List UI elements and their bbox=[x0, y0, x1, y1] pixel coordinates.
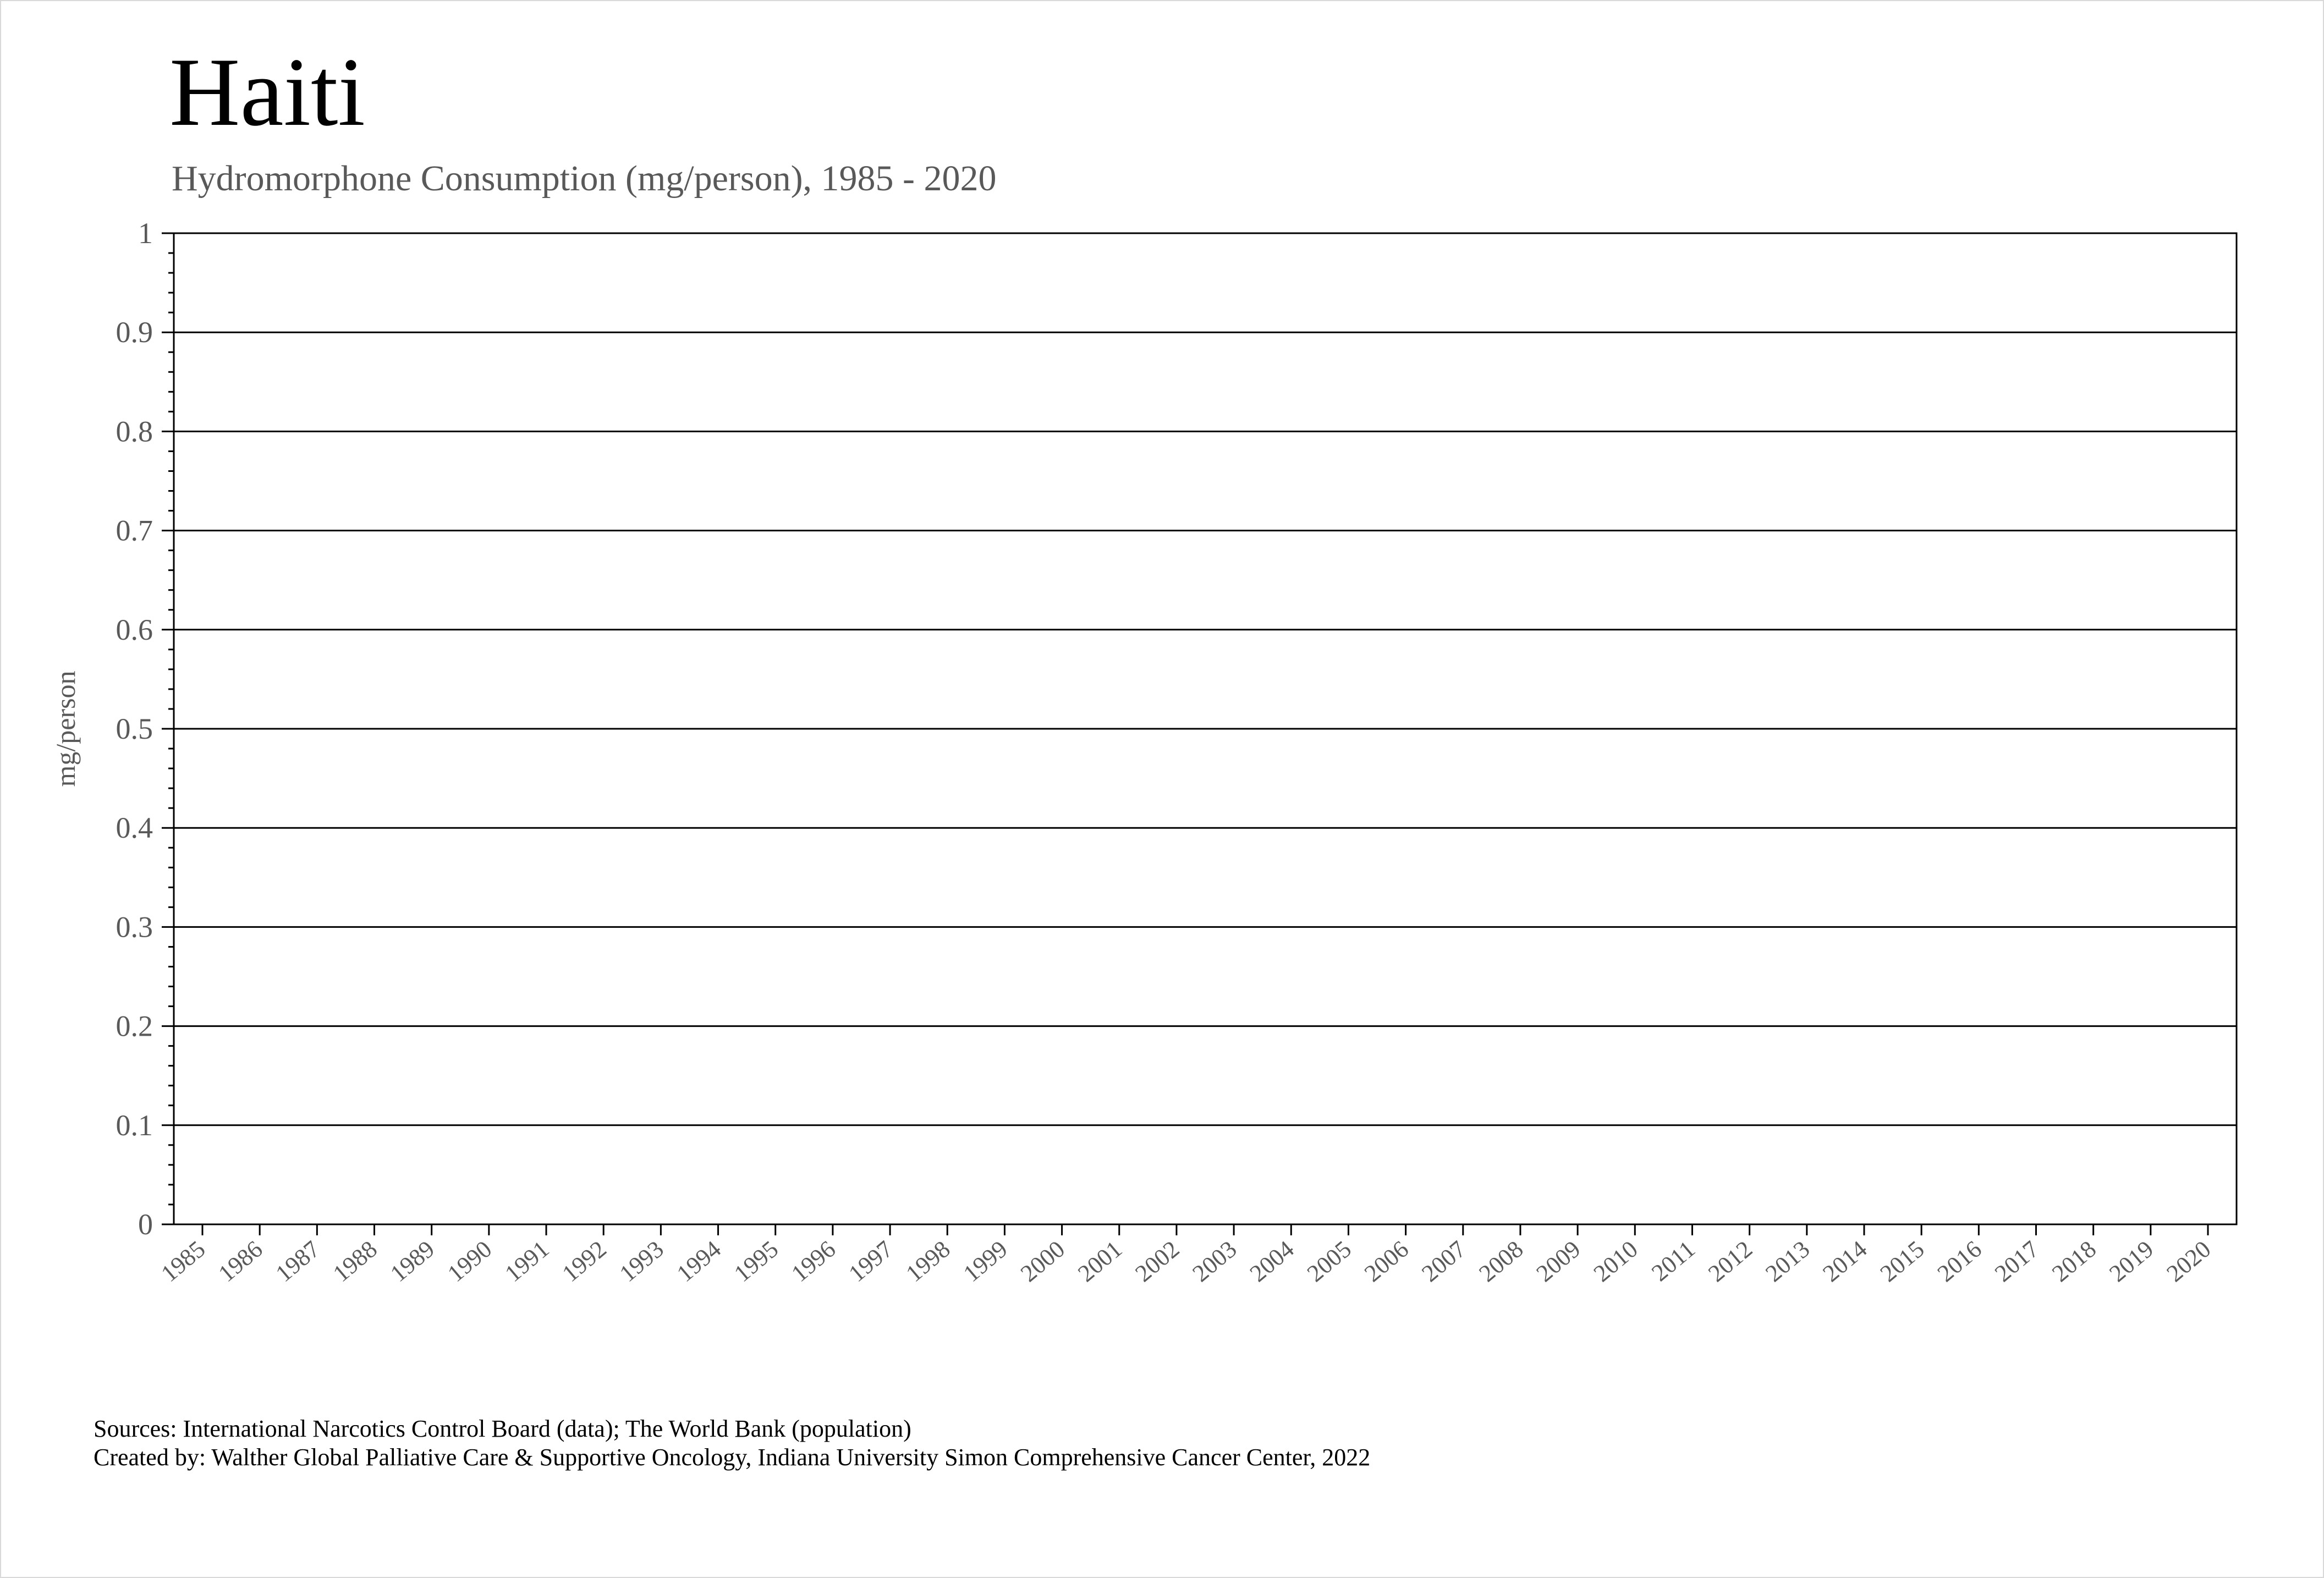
y-tick-label: 0.1 bbox=[116, 1108, 153, 1142]
x-tick-label: 2006 bbox=[1359, 1235, 1414, 1288]
x-tick-label: 2003 bbox=[1187, 1235, 1242, 1288]
x-tick-label: 2000 bbox=[1015, 1235, 1070, 1288]
x-tick-label: 2012 bbox=[1703, 1235, 1758, 1288]
gridlines bbox=[174, 233, 2237, 1125]
x-tick-label: 2018 bbox=[2047, 1235, 2102, 1288]
created-by-note: Created by: Walther Global Palliative Care & Supportive Oncology, Indiana University Simon Comprehensive Cancer Center, 2022 bbox=[94, 1444, 1371, 1471]
x-tick-label: 1987 bbox=[270, 1235, 325, 1288]
y-tick-labels bbox=[116, 217, 153, 1241]
x-tick-label: 2014 bbox=[1817, 1235, 1872, 1288]
x-tick-label: 1994 bbox=[672, 1235, 726, 1288]
x-tick-label: 1995 bbox=[729, 1235, 784, 1288]
x-tick-label: 1996 bbox=[786, 1235, 841, 1288]
y-axis-label: mg/person bbox=[50, 670, 81, 787]
x-tick-label: 2004 bbox=[1244, 1235, 1299, 1288]
y-tick-label: 1 bbox=[138, 217, 153, 250]
x-tick-label: 2020 bbox=[2161, 1235, 2216, 1288]
y-tick-label: 0.5 bbox=[116, 712, 153, 745]
x-tick-label: 1990 bbox=[442, 1235, 497, 1288]
x-tick-labels bbox=[156, 1235, 2216, 1287]
x-tick-label: 1989 bbox=[385, 1235, 440, 1288]
x-tick-label: 2015 bbox=[1875, 1235, 1930, 1288]
chart-title: Haiti bbox=[169, 37, 365, 146]
y-tick-label: 0.4 bbox=[116, 811, 153, 845]
x-tick-label: 2002 bbox=[1130, 1235, 1185, 1288]
x-tick-label: 2011 bbox=[1646, 1235, 1700, 1287]
y-tick-label: 0.7 bbox=[116, 514, 153, 547]
y-tick-label: 0.3 bbox=[116, 910, 153, 944]
x-tick-label: 1993 bbox=[614, 1235, 669, 1288]
axes bbox=[162, 233, 2237, 1235]
x-tick-label: 2017 bbox=[1990, 1235, 2044, 1288]
x-tick-label: 1991 bbox=[499, 1235, 554, 1288]
y-tick-label: 0.8 bbox=[116, 415, 153, 448]
x-tick-label: 2009 bbox=[1531, 1235, 1586, 1288]
chart-subtitle: Hydromorphone Consumption (mg/person), 1985 - 2020 bbox=[172, 158, 997, 199]
x-tick-label: 1998 bbox=[900, 1235, 955, 1288]
sources-note: Sources: International Narcotics Control Board (data); The World Bank (population) bbox=[94, 1415, 911, 1442]
x-tick-label: 1986 bbox=[213, 1235, 268, 1288]
x-tick-label: 2008 bbox=[1474, 1235, 1529, 1288]
x-tick-label: 1988 bbox=[328, 1235, 382, 1288]
y-tick-label: 0 bbox=[138, 1208, 153, 1241]
x-tick-label: 2005 bbox=[1301, 1235, 1356, 1288]
x-tick-label: 1997 bbox=[843, 1235, 898, 1288]
y-tick-label: 0.9 bbox=[116, 316, 153, 349]
x-tick-label: 2016 bbox=[1932, 1235, 1987, 1288]
x-tick-label: 1985 bbox=[156, 1235, 211, 1288]
footer-notes bbox=[94, 1415, 1370, 1472]
y-tick-label: 0.2 bbox=[116, 1009, 153, 1043]
x-tick-label: 2001 bbox=[1073, 1235, 1128, 1288]
x-tick-label: 2019 bbox=[2104, 1235, 2159, 1288]
x-tick-label: 2007 bbox=[1416, 1235, 1471, 1288]
x-tick-label: 2010 bbox=[1588, 1235, 1643, 1288]
x-tick-label: 2013 bbox=[1760, 1235, 1815, 1288]
x-tick-label: 1992 bbox=[557, 1235, 612, 1288]
x-tick-label: 1999 bbox=[958, 1235, 1013, 1288]
y-tick-label: 0.6 bbox=[116, 613, 153, 646]
